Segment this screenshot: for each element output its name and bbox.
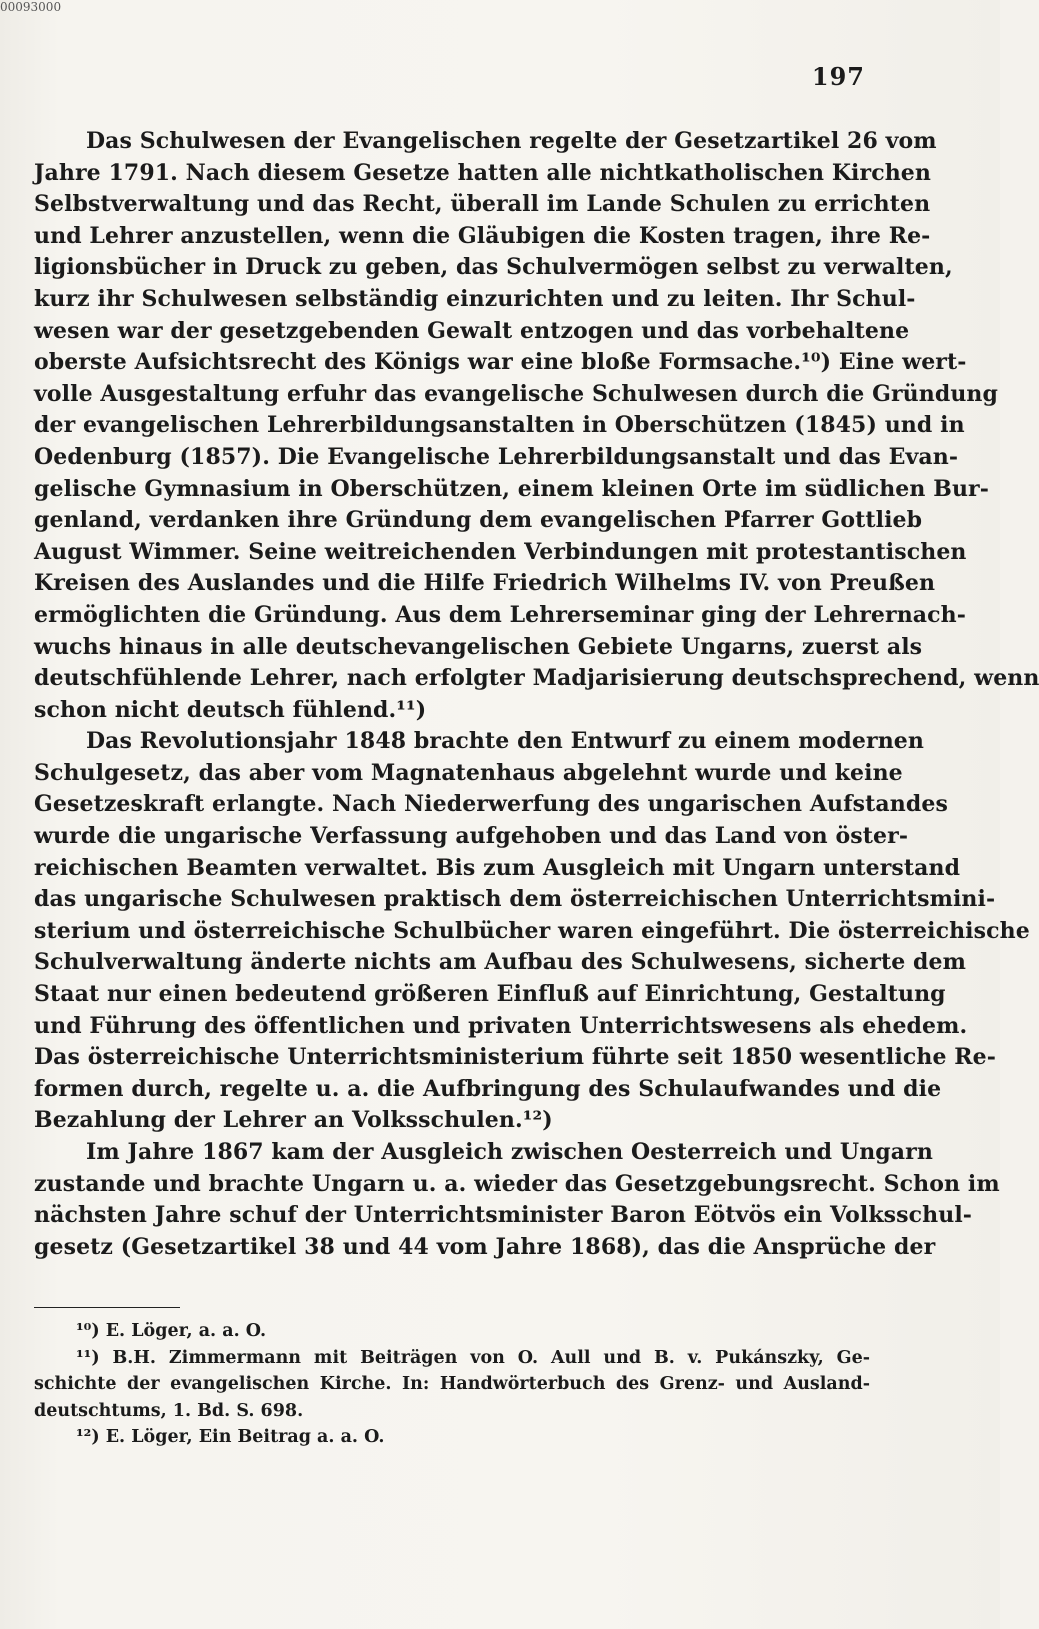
text-line: und Lehrer anzustellen, wenn die Gläubigen die Kosten tragen, ihre Re- (34, 222, 931, 249)
text-line: wuchs hinaus in alle deutschevangelischen Gebiete Ungarns, zuerst als (34, 633, 923, 660)
text-line: ermöglichten die Gründung. Aus dem Lehrerseminar ging der Lehrernach- (34, 601, 966, 628)
text-line: volle Ausgestaltung erfuhr das evangelische Schulwesen durch die Gründung (34, 380, 998, 407)
text-line: Oedenburg (1857). Die Evangelische Lehrerbildungsanstalt und das Evan- (34, 443, 959, 470)
text-line: Staat nur einen bedeutend größeren Einfluß auf Einrichtung, Gestaltung (34, 981, 946, 1008)
text-line: zustande und brachte Ungarn u. a. wieder das Gesetzgebungsrecht. Schon im (34, 1170, 1000, 1197)
footnote-10: ¹⁰) E. Löger, a. a. O. (76, 1321, 267, 1341)
text-line: Kreisen des Auslandes und die Hilfe Friedrich Wilhelms IV. von Preußen (34, 570, 936, 597)
text-line: Das österreichische Unterrichtsministerium führte seit 1850 wesentliche Re- (34, 1044, 997, 1071)
footnote-11: ¹¹) B.H. Zimmermann mit Beiträgen von O. Aull und B. v. Pukánszky, Ge- (76, 1347, 870, 1368)
text-line: schon nicht deutsch fühlend.¹¹) (34, 696, 427, 723)
text-line: Schulgesetz, das aber vom Magnatenhaus abgelehnt wurde und keine (34, 759, 903, 786)
text-line: Das Revolutionsjahr 1848 brachte den Entwurf zu einem modernen (86, 728, 924, 755)
text-line: und Führung des öffentlichen und privaten Unterrichtswesens als ehedem. (34, 1012, 968, 1039)
text-line: kurz ihr Schulwesen selbständig einzurichten und zu leiten. Ihr Schul- (34, 285, 916, 312)
footnote-divider (34, 1307, 180, 1308)
text-line: deutschfühlende Lehrer, nach erfolgter Madjarisierung deutschsprechend, wenn (34, 665, 1039, 692)
text-line: formen durch, regelte u. a. die Aufbringung des Schulaufwandes und die (34, 1075, 942, 1102)
text-line: Im Jahre 1867 kam der Ausgleich zwischen Oesterreich und Ungarn (86, 1139, 933, 1165)
text-line: gesetz (Gesetzartikel 38 und 44 vom Jahre 1868), das die Ansprüche der (34, 1233, 936, 1260)
text-line: genland, verdanken ihre Gründung dem evangelischen Pfarrer Gottlieb (34, 507, 923, 534)
body-text (34, 126, 1039, 1263)
text-line: Gesetzeskraft erlangte. Nach Niederwerfung des ungarischen Aufstandes (34, 791, 948, 818)
text-line: das ungarische Schulwesen praktisch dem österreichischen Unterrichtsmini- (34, 886, 996, 913)
footnotes (34, 1318, 870, 1451)
text-line: wesen war der gesetzgebenden Gewalt entzogen und das vorbehaltene (34, 317, 910, 344)
text-line: nächsten Jahre schuf der Unterrichtsminister Baron Eötvös ein Volksschul- (34, 1202, 973, 1229)
text-line: August Wimmer. Seine weitreichenden Verbindungen mit protestantischen (34, 538, 967, 565)
text-line: ligionsbücher in Druck zu geben, das Schulvermögen selbst zu verwalten, (34, 254, 953, 281)
text-line: der evangelischen Lehrerbildungsanstalten in Oberschützen (1845) und in (34, 412, 965, 439)
text-line: reichischen Beamten verwaltet. Bis zum Ausgleich mit Ungarn unterstand (34, 854, 961, 881)
scan-id-mark: 00093000 (0, 0, 62, 14)
text-line: Schulverwaltung änderte nichts am Aufbau des Schulwesens, sicherte dem (34, 949, 967, 976)
text-line: sterium und österreichische Schulbücher waren eingeführt. Die österreichische (34, 917, 1030, 944)
page-number: 197 (811, 62, 865, 91)
text-line: Das Schulwesen der Evangelischen regelte der Gesetzartikel 26 vom (86, 128, 937, 154)
footnote-11-cont: deutschtums, 1. Bd. S. 698. (34, 1400, 304, 1421)
footnote-11-cont: schichte der evangelischen Kirche. In: Handwörterbuch des Grenz- und Ausland- (34, 1374, 870, 1394)
text-line: gelische Gymnasium in Oberschützen, einem kleinen Orte im südlichen Bur- (34, 475, 989, 502)
text-line: Selbstverwaltung und das Recht, überall im Lande Schulen zu errichten (34, 191, 931, 218)
text-line: Jahre 1791. Nach diesem Gesetze hatten alle nichtkatholischen Kirchen (34, 159, 931, 186)
text-line: oberste Aufsichtsrecht des Königs war eine bloße Formsache.¹⁰) Eine wert- (34, 349, 967, 376)
text-line: wurde die ungarische Verfassung aufgehoben und das Land von öster- (34, 823, 909, 850)
text-line: Bezahlung der Lehrer an Volksschulen.¹²) (34, 1107, 553, 1134)
footnote-12: ¹²) E. Löger, Ein Beitrag a. a. O. (76, 1427, 385, 1447)
